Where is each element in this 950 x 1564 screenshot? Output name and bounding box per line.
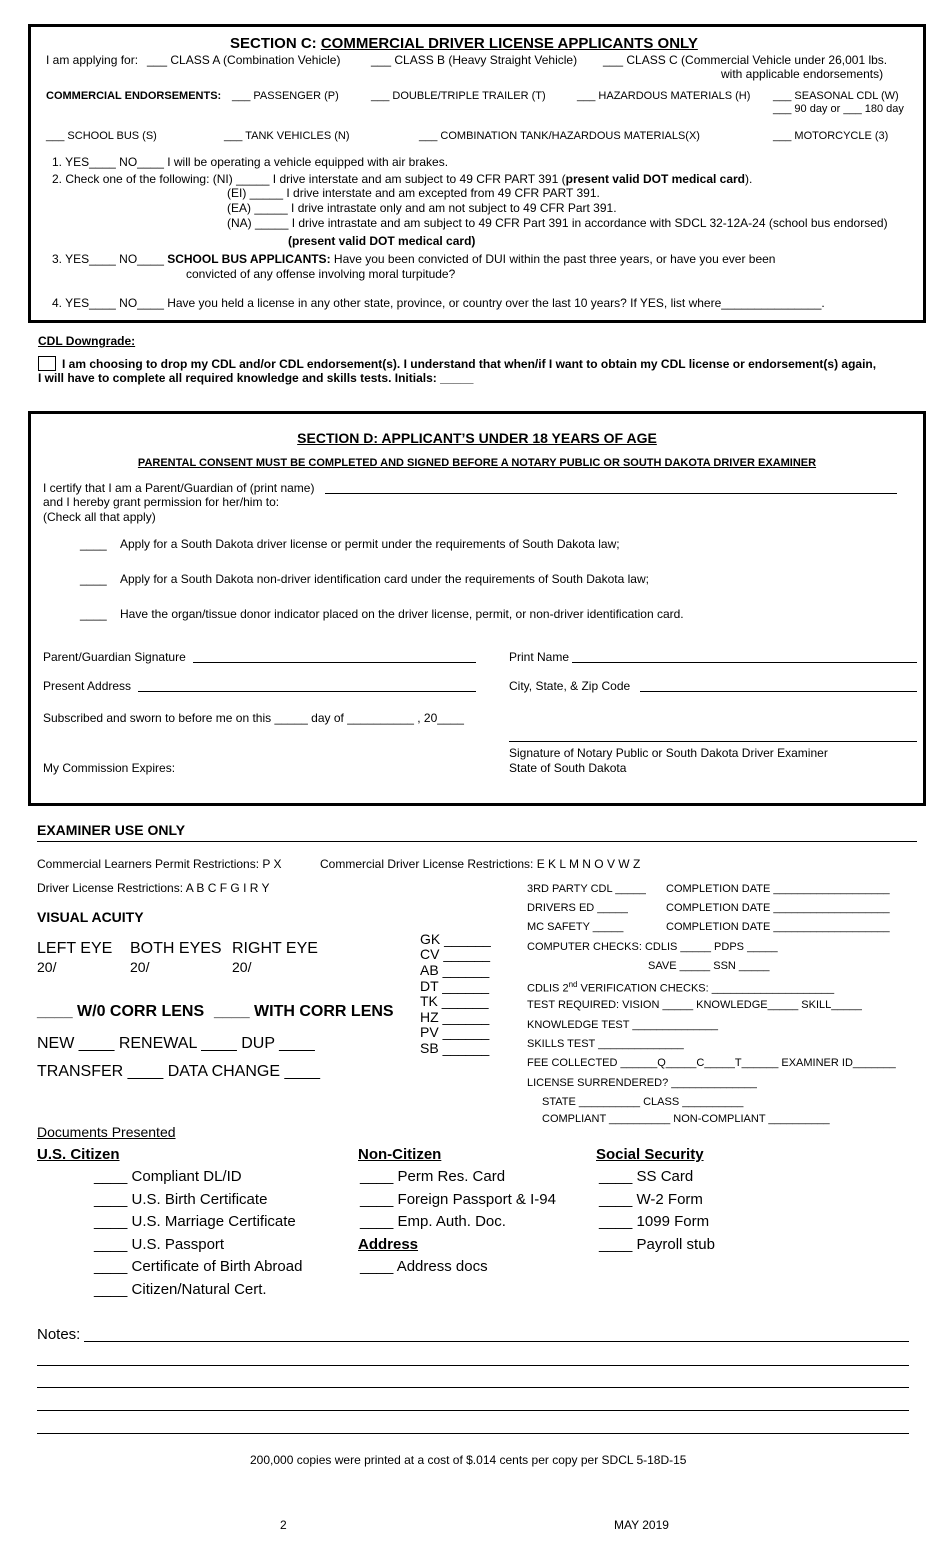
question-school-bus-cont: convicted of any offense involving moral turpitude? [186,267,456,281]
question-air-brakes[interactable]: 1. YES____ NO____ I will be operating a vehicle equipped with air brakes. [52,155,449,169]
code-ab[interactable]: AB ______ [420,962,490,978]
visual-acuity-title: VISUAL ACUITY [37,909,144,925]
class-a-option[interactable]: ___ CLASS A (Combination Vehicle) [147,53,341,67]
section-c-title [230,35,698,52]
both-eyes-value[interactable]: 20/ [130,959,150,975]
parent-print-name-line[interactable] [325,493,897,494]
question-school-bus[interactable] [52,252,775,266]
print-name-line[interactable] [572,662,917,663]
cdlis-2nd-post: VERIFICATION CHECKS: ____________________ [577,982,835,995]
compliant-status[interactable]: COMPLIANT __________ NON-COMPLIANT __________ [542,1113,830,1125]
certify-line-1: I certify that I am a Parent/Guardian of (print name) [43,481,315,495]
question-ea[interactable]: (EA) _____ I drive intrastate only and am not subject to 49 CFR Part 391. [227,201,617,215]
clp-restrictions: Commercial Learners Permit Restrictions: P X [37,857,282,871]
question-na[interactable]: (NA) _____ I drive intrastate and am subject to 49 CFR Part 391 in accordance with SDCL 32-12A-24 (school bus endorsed) [227,216,888,230]
cdl-downgrade-text-2: I will have to complete all required knowledge and skills tests. Initials: _____ [38,371,474,385]
certify-line-3: (Check all that apply) [43,510,156,524]
license-surrendered[interactable]: LICENSE SURRENDERED? ______________ [527,1077,757,1089]
subscribed-sworn[interactable]: Subscribed and sworn to before me on this _____ day of __________ , 20____ [43,711,464,725]
question-other-license[interactable]: 4. YES____ NO____ Have you held a license in any other state, province, or country over the last 10 years? If YES, list where_______________. [52,296,825,310]
code-hz[interactable]: HZ ______ [420,1009,490,1025]
option-blank-1[interactable]: ____ [80,537,107,551]
us-citizen-heading: U.S. Citizen [37,1146,120,1163]
q2-bold: present valid DOT medical card [565,172,746,186]
notary-state-label: State of South Dakota [509,761,627,775]
section-c-prefix: SECTION C: [230,35,317,52]
address-heading: Address [358,1236,419,1253]
doc-1099-form[interactable]: ____ 1099 Form [599,1213,710,1230]
present-address-label: Present Address [43,679,132,693]
option-blank-2[interactable]: ____ [80,572,107,586]
form-date: MAY 2019 [614,1518,669,1532]
q3-text: Have you been convicted of DUI within the past three years, or have you ever been [330,252,776,266]
cdl-downgrade-checkbox[interactable] [38,356,56,371]
question-ei[interactable]: (EI) _____ I drive interstate and am excepted from 49 CFR PART 391. [227,186,600,200]
cdl-downgrade-text: I am choosing to drop my CDL and/or CDL endorsement(s). I understand that when/if I want to obtain my CDL license or endorsement(s) again, [62,357,877,371]
documents-title: Documents Presented [37,1124,176,1140]
doc-w2-form[interactable]: ____ W-2 Form [599,1191,703,1208]
cdlis-2nd-verification[interactable] [527,980,834,995]
completion-date-2[interactable]: COMPLETION DATE ___________________ [666,902,890,914]
examiner-divider [37,841,917,842]
commission-expires: My Commission Expires: [43,761,176,775]
skills-test[interactable]: SKILLS TEST ______________ [527,1038,684,1050]
class-c-option[interactable]: ___ CLASS C (Commercial Vehicle under 26,001 lbs. [603,53,888,67]
city-state-zip-label: City, State, & Zip Code [509,679,631,693]
doc-address[interactable]: ____ Address docs [360,1258,488,1275]
endorsements-label: COMMERCIAL ENDORSEMENTS: [46,90,222,102]
applying-for-label: I am applying for: [46,53,139,67]
notary-signature-label: Signature of Notary Public or South Dakota Driver Examiner [509,746,828,760]
doc-compliant-dl[interactable]: ____ Compliant DL/ID [94,1168,242,1185]
doc-emp-auth[interactable]: ____ Emp. Auth. Doc. [360,1213,506,1230]
notes-line-2[interactable] [37,1365,909,1366]
option-id-card: Apply for a South Dakota non-driver identification card under the requirements of South Dakota law; [120,572,649,586]
examiner-title: EXAMINER USE ONLY [37,822,186,838]
knowledge-test[interactable]: KNOWLEDGE TEST ______________ [527,1019,718,1031]
certify-line-2: and I hereby grant permission for her/him to: [43,495,280,509]
section-d-title: SECTION D: APPLICANT’S UNDER 18 YEARS OF AGE [297,430,657,446]
code-tk[interactable]: TK ______ [420,993,489,1009]
notes-line-3[interactable] [37,1387,909,1388]
page-number: 2 [280,1518,287,1532]
q3-bold: SCHOOL BUS APPLICANTS: [167,252,331,266]
option-driver-license: Apply for a South Dakota driver license or permit under the requirements of South Dakota law; [120,537,620,551]
endorsement-passenger[interactable]: ___ PASSENGER (P) [232,90,339,102]
doc-us-passport[interactable]: ____ U.S. Passport [94,1236,225,1253]
social-security-heading: Social Security [596,1146,704,1163]
code-sb[interactable]: SB ______ [420,1040,490,1056]
doc-citizen-natural[interactable]: ____ Citizen/Natural Cert. [94,1281,267,1298]
code-dt[interactable]: DT ______ [420,978,490,994]
option-organ-donor: Have the organ/tissue donor indicator placed on the driver license, permit, or non-driver identification card. [120,607,684,621]
city-state-zip-line[interactable] [640,691,917,692]
without-corr-lens[interactable]: ____ W/0 CORR LENS [37,1003,205,1020]
option-blank-3[interactable]: ____ [80,607,107,621]
right-eye-value[interactable]: 20/ [232,959,252,975]
both-eyes-label: BOTH EYES [130,940,222,957]
section-d-subtitle: PARENTAL CONSENT MUST BE COMPLETED AND SIGNED BEFORE A NOTARY PUBLIC OR SOUTH DAKOTA DRIVER EXAMINER [137,457,817,469]
save-ssn[interactable]: SAVE _____ SSN _____ [648,960,770,972]
endorsement-combination[interactable]: ___ COMBINATION TANK/HAZARDOUS MATERIALS(X) [419,130,700,142]
doc-payroll-stub[interactable]: ____ Payroll stub [599,1236,715,1253]
notary-signature-line[interactable] [509,741,917,742]
present-address-line[interactable] [138,691,476,692]
endorsement-seasonal-duration[interactable]: ___ 90 day or ___ 180 day [773,103,904,115]
code-cv[interactable]: CV ______ [420,946,491,962]
doc-perm-res-card[interactable]: ____ Perm Res. Card [360,1168,506,1185]
fee-collected[interactable]: FEE COLLECTED ______Q_____C_____T______ EXAMINER ID_______ [527,1057,896,1069]
doc-birth-abroad[interactable]: ____ Certificate of Birth Abroad [94,1258,303,1275]
notes-line-5[interactable] [37,1433,909,1434]
question-na-note: (present valid DOT medical card) [288,234,476,248]
cdlis-2nd-sup: nd [568,980,578,989]
print-name-label: Print Name [509,650,570,664]
doc-birth-certificate[interactable]: ____ U.S. Birth Certificate [94,1191,268,1208]
endorsement-seasonal[interactable]: ___ SEASONAL CDL (W) [773,90,899,102]
new-renewal-dup[interactable]: NEW ____ RENEWAL ____ DUP ____ [37,1035,315,1052]
left-eye-value[interactable]: 20/ [37,959,57,975]
transfer-data-change[interactable]: TRANSFER ____ DATA CHANGE ____ [37,1063,321,1080]
endorsement-tank[interactable]: ___ TANK VEHICLES (N) [224,130,350,142]
parent-signature-label: Parent/Guardian Signature [43,650,186,664]
notes-label: Notes: [37,1326,81,1343]
code-gk[interactable]: GK ______ [420,931,491,947]
endorsement-hazmat[interactable]: ___ HAZARDOUS MATERIALS (H) [577,90,751,102]
endorsement-double-triple[interactable]: ___ DOUBLE/TRIPLE TRAILER (T) [371,90,546,102]
parent-signature-line[interactable] [193,662,476,663]
cdl-restrictions: Commercial Driver License Restrictions: E K L M N O V W Z [320,857,641,871]
doc-ss-card[interactable]: ____ SS Card [599,1168,694,1185]
completion-date-3[interactable]: COMPLETION DATE ___________________ [666,921,890,933]
class-c-note: with applicable endorsements) [721,67,884,81]
left-eye-label: LEFT EYE [37,940,113,957]
mc-safety[interactable]: MC SAFETY _____ [527,921,624,933]
section-c-title-main: COMMERCIAL DRIVER LICENSE APPLICANTS ONLY [320,35,698,52]
notes-line-1[interactable] [84,1341,909,1342]
notes-line-4[interactable] [37,1410,909,1411]
copies-printed-note: 200,000 copies were printed at a cost of $.014 cents per copy per SDCL 5-18D-15 [250,1453,687,1467]
non-citizen-heading: Non-Citizen [358,1146,442,1163]
doc-marriage-certificate[interactable]: ____ U.S. Marriage Certificate [94,1213,296,1230]
endorsement-motorcycle[interactable]: ___ MOTORCYCLE (3) [773,130,889,142]
third-party-cdl[interactable]: 3RD PARTY CDL _____ [527,883,646,895]
state-class[interactable]: STATE __________ CLASS __________ [542,1096,744,1108]
dl-restrictions: Driver License Restrictions: A B C F G I R Y [37,881,270,895]
computer-checks[interactable]: COMPUTER CHECKS: CDLIS _____ PDPS _____ [527,941,778,953]
code-pv[interactable]: PV ______ [420,1024,490,1040]
q3-prefix: 3. YES____ NO____ [52,252,164,266]
with-corr-lens[interactable]: ____ WITH CORR LENS [214,1003,394,1020]
right-eye-label: RIGHT EYE [232,940,318,957]
drivers-ed[interactable]: DRIVERS ED _____ [527,902,628,914]
question-check-one[interactable] [52,172,752,186]
doc-foreign-passport[interactable]: ____ Foreign Passport & I-94 [360,1191,556,1208]
q2-prefix: 2. Check one of the following: (NI) _____ I drive interstate and am subject to 49 CFR PART 391 ( [52,172,566,186]
completion-date-1[interactable]: COMPLETION DATE ___________________ [666,883,890,895]
cdl-downgrade-title: CDL Downgrade: [38,334,136,348]
cdlis-2nd-pre: CDLIS 2 [527,982,569,995]
endorsement-school-bus[interactable]: ___ SCHOOL BUS (S) [46,130,157,142]
q2-suffix: ). [745,172,753,186]
class-b-option[interactable]: ___ CLASS B (Heavy Straight Vehicle) [371,53,578,67]
test-required[interactable]: TEST REQUIRED: VISION _____ KNOWLEDGE_____ SKILL_____ [527,999,862,1011]
